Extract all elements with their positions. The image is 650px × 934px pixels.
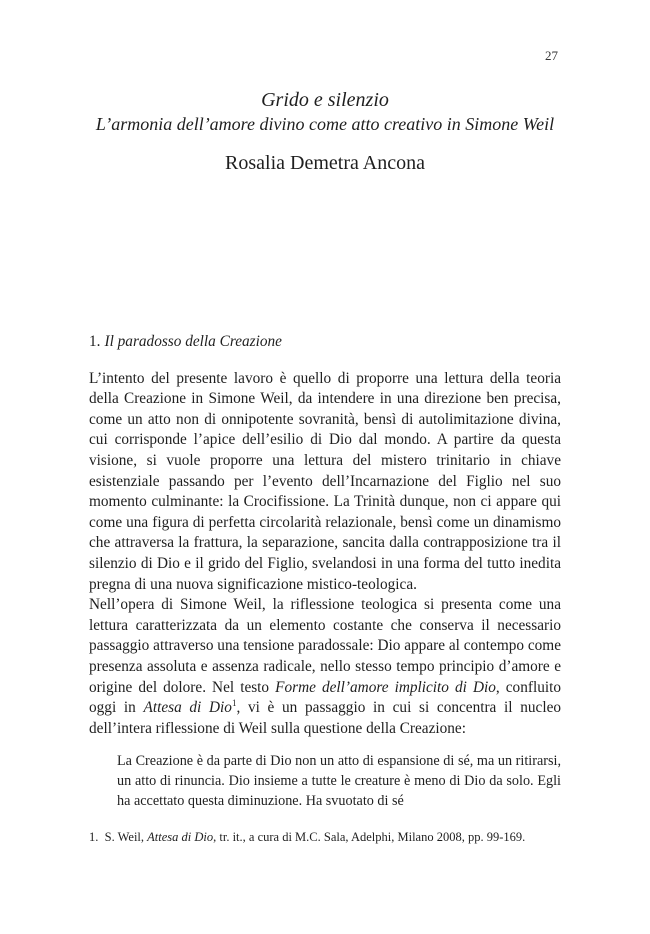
- section-title: Il paradosso della Creazione: [104, 333, 282, 350]
- footnote-rest: , tr. it., a cura di M.C. Sala, Adelphi, Milano 2008, pp. 99-169.: [213, 830, 526, 844]
- work-title-forme: Forme dell’amore implicito di Dio: [275, 678, 496, 696]
- page-number: 27: [545, 48, 558, 63]
- paragraph-2-part1: Nell’opera di Simone Weil, la riflessione teologica si presenta come una lettura caratterizzata da un elemento costante che conserva il necessario passaggio attraverso una tensione paradossale: Dio appare al contempo come presenza assoluta e assenza radicale, nello stesso tempo principio d’amore e origine del dolore. Nel testo: [89, 596, 561, 696]
- footnote-number: 1.: [89, 830, 99, 844]
- footnote: [89, 829, 561, 845]
- paragraph-2: [89, 595, 561, 739]
- section-heading: [89, 332, 561, 353]
- footnote-work: Attesa di Dio: [147, 830, 214, 844]
- article-body: [89, 332, 561, 811]
- article-subtitle: L’armonia dell’amore divino come atto creativo in Simone Weil: [95, 114, 555, 134]
- section-number: 1.: [89, 333, 101, 350]
- paragraph-2-part2: , confluito oggi in: [89, 678, 561, 717]
- paragraph-1: L’intento del presente lavoro è quello di proporre una lettura della teoria della Creazione in Simone Weil, da intendere in una direzione ben precisa, come un atto non di onnipotente sovranità, bensì di autolimitazione divina, cui corrisponde l’apice dell’esilio di Dio dal mondo. A partire da questa visione, si vuole proporre una lettura del mistero trinitario in chiave esistenziale passando per l’evento dell’Incarnazione del Figlio nel suo momento culminante: la Crocifissione. La Trinità dunque, non ci appare qui come una figura di perfetta circolarità relazionale, bensì come un dinamismo che attraversa la frattura, la separazione, sancita dalla contrapposizione tra il silenzio di Dio e il grido del Figlio, svelandosi in una forma del tutto inedita pregna di una nuova significazione mistico-teologica.: [89, 369, 561, 593]
- title-block: [0, 88, 650, 176]
- footnote-author: S. Weil,: [104, 830, 145, 844]
- author-name: Rosalia Demetra Ancona: [225, 152, 425, 174]
- footnote-ref[interactable]: 1: [231, 698, 237, 708]
- paragraph-2-part3: , vi è un passaggio in cui si concentra il nucleo dell’intera riflessione di Weil sulla questione della Creazione:: [89, 699, 562, 737]
- work-title-attesa: Attesa di Dio: [143, 699, 232, 717]
- article-title: Grido e silenzio: [261, 89, 389, 111]
- block-quote: La Creazione è da parte di Dio non un atto di espansione di sé, ma un ritirarsi, un atto di rinuncia. Dio insieme a tutte le creature è meno di Dio da solo. Egli ha accettato questa diminuzione. Ha svuotato di sé: [117, 753, 561, 810]
